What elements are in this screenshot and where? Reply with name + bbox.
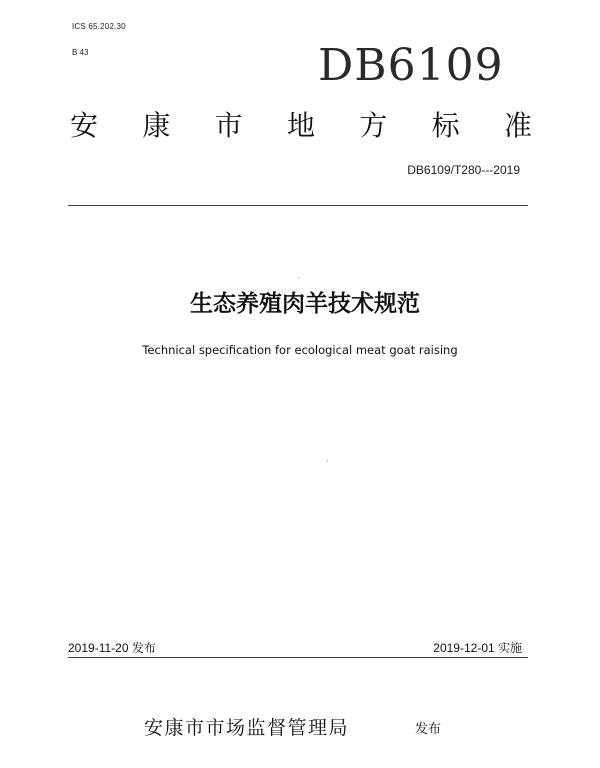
standard-type-char: 地	[286, 109, 315, 142]
standard-type-char: 康	[142, 109, 171, 142]
scan-speck	[298, 277, 300, 278]
issuing-suffix: 发布	[415, 722, 442, 737]
issue-date: 2019-11-20 发布	[68, 641, 156, 655]
standard-type-char: 准	[503, 109, 532, 142]
top-divider	[68, 205, 528, 206]
document-title-en: Technical specification for ecological meat goat raising	[142, 343, 458, 357]
document-title-zh: 生态养殖肉羊技术规范	[190, 291, 420, 317]
issuing-authority: 安康市市场监督管理局	[144, 717, 350, 739]
ccs-code: B 43	[72, 48, 89, 57]
ics-code: ICS 65.202.30	[72, 22, 126, 31]
standard-type-char: 方	[359, 109, 388, 142]
standard-code: DB6109	[318, 40, 504, 91]
standard-type-heading	[70, 104, 532, 144]
scan-speck	[327, 460, 328, 462]
implementation-date: 2019-12-01 实施	[433, 641, 522, 655]
standard-type-char: 标	[431, 109, 460, 142]
standard-type-char: 市	[214, 109, 243, 142]
bottom-divider	[68, 657, 528, 658]
standard-type-char: 安	[70, 109, 99, 142]
standard-number: DB6109/T280---2019	[407, 163, 520, 177]
